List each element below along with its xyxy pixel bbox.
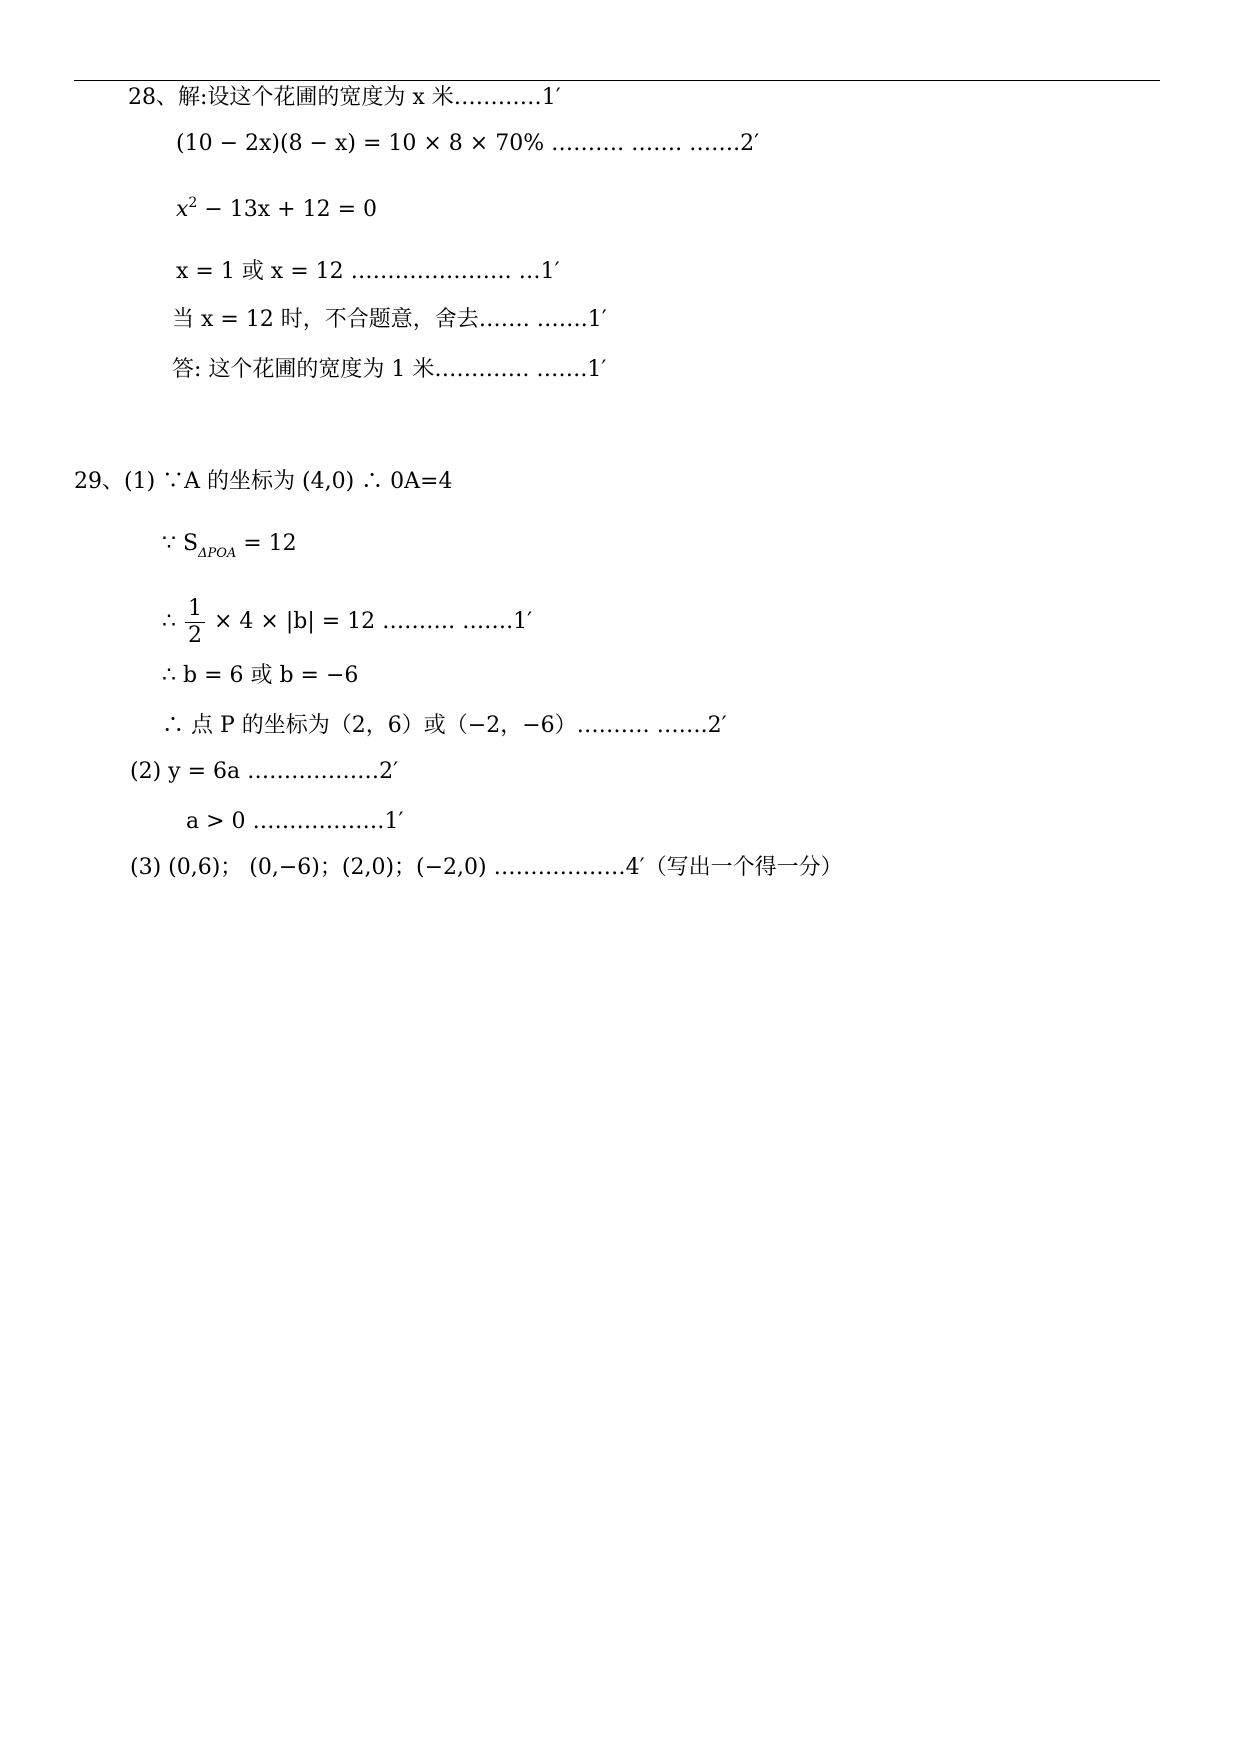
q28-reject: 当 x = 12 时，不合题意，舍去……. …….1′ (172, 307, 607, 332)
q28-answer: 答: 这个花圃的宽度为 1 米…………. …….1′ (172, 357, 607, 382)
q29-therefore: ∴ (162, 609, 183, 634)
q28-quadratic (176, 194, 377, 226)
q28-quadratic-rest: − 13x + 12 = 0 (197, 197, 377, 222)
q28-line-1: 28、解:设这个花圃的宽度为 x 米…………1′ (128, 85, 561, 110)
q29-area-subscript: ΔPOA (198, 546, 237, 561)
q29-area-value: = 12 (236, 531, 297, 556)
q29-area-equation (162, 592, 532, 652)
q28-quadratic-exponent: 2 (188, 195, 198, 211)
q29-area-s: ∵ S (162, 531, 199, 556)
q29-area (162, 528, 297, 560)
q29-b-values: ∴ b = 6 或 b = −6 (162, 663, 359, 688)
q29-fraction-denominator: 2 (188, 622, 202, 648)
q29-part3: (3) (0,6)； (0,−6)；(2,0)；(−2,0) ………………4′（写出一个得一分） (130, 855, 843, 880)
q29-fraction-numerator: 1 (185, 596, 205, 623)
q29-p-coordinates: ∴ 点 P 的坐标为（2，6）或（−2，−6）………. …….2′ (162, 713, 727, 738)
q28-equation: (10 − 2x)(8 − x) = 10 × 8 × 70% ………. ……. …….2′ (176, 131, 760, 156)
header-rule (74, 80, 1160, 81)
q29-fraction-half (185, 596, 205, 649)
q29-part2-line-1: (2) y = 6a ………………2′ (130, 759, 399, 784)
q28-quadratic-x: x (176, 197, 189, 222)
q29-area-equation-rest: × 4 × |b| = 12 ………. …….1′ (207, 609, 533, 634)
q29-part1-line-1: 29、(1) ∵A 的坐标为 (4,0) ∴ 0A=4 (74, 469, 453, 494)
q29-part2-line-2: a > 0 ………………1′ (186, 809, 404, 834)
q28-roots: x = 1 或 x = 12 …………………. …1′ (176, 259, 560, 284)
